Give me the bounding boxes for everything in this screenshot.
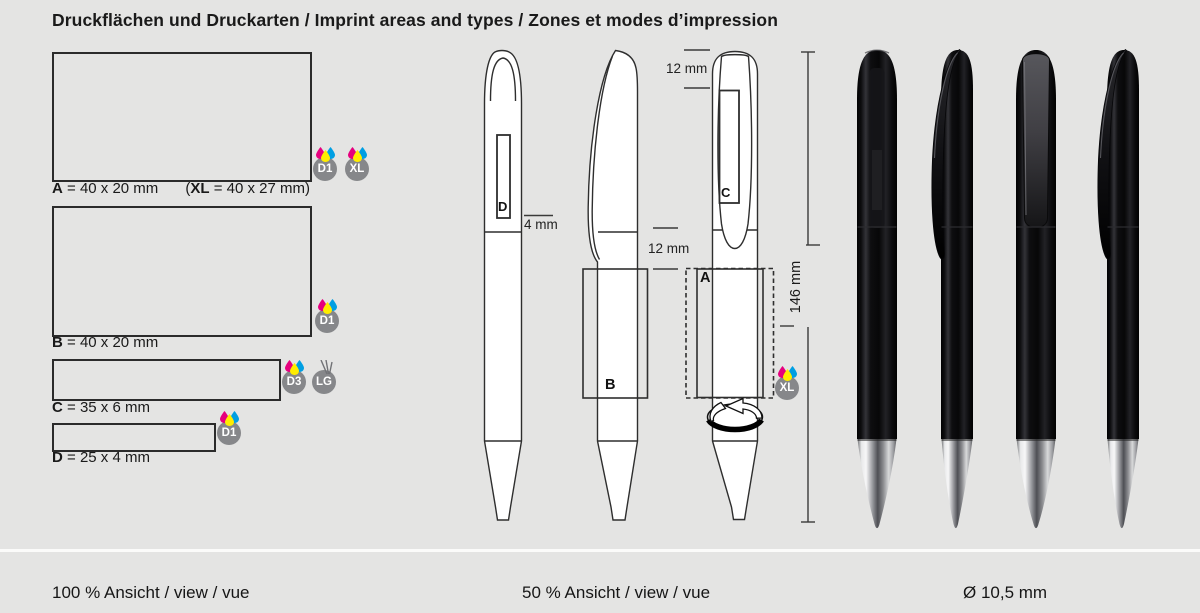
pen-mark-c: C: [721, 185, 731, 200]
pen-outline-front: [485, 51, 522, 521]
area-label-a: [52, 180, 310, 197]
page-title: Druckflächen und Druckarten / Imprint areas and types / Zones et modes d’impression: [52, 10, 778, 30]
area-label-a-xl: (XL = 40 x 27 mm): [185, 180, 310, 197]
area-label-b: B = 40 x 20 mm: [52, 334, 159, 351]
print-icon-xl-area-a: [344, 147, 370, 181]
footer-diameter: Ø 10,5 mm: [963, 583, 1048, 602]
footer-view-100: 100 % Ansicht / view / vue: [52, 583, 250, 602]
print-process-badge: D1: [313, 157, 337, 181]
area-label-d: D = 25 x 4 mm: [52, 449, 150, 466]
imprint-box-a: [52, 52, 312, 182]
pen-mark-a: A: [700, 270, 711, 286]
footer-divider: [0, 549, 1200, 552]
dimension-4mm: 4 mm: [524, 217, 558, 232]
print-process-badge: D3: [282, 370, 306, 394]
print-icon-lg-area-c: [311, 360, 337, 394]
photo-pens-group: [857, 50, 1139, 529]
photo-pen-front: [857, 50, 897, 528]
print-process-badge: XL: [775, 376, 799, 400]
dimension-146mm: 146 mm: [788, 251, 804, 323]
print-process-badge: D1: [315, 309, 339, 333]
print-icon-d3-area-c: [281, 360, 307, 394]
photo-pen-clip-face: [1016, 50, 1056, 528]
print-process-badge: LG: [312, 370, 336, 394]
pen-mark-d: D: [498, 199, 508, 214]
photo-pen-profile-2: [1098, 50, 1139, 529]
dimension-12mm-top: 12 mm: [666, 61, 708, 76]
print-icon-xl-wraparound: [774, 366, 800, 400]
dimension-lines: [524, 50, 820, 522]
area-label-c: C = 35 x 6 mm: [52, 399, 150, 416]
outline-pens-group: [485, 51, 774, 521]
imprint-box-b: [52, 206, 312, 337]
imprint-box-d: [52, 423, 216, 452]
print-process-badge: D1: [217, 421, 241, 445]
photo-pen-profile: [932, 50, 973, 529]
footer-view-50: 50 % Ansicht / view / vue: [522, 583, 711, 602]
imprint-box-c: [52, 359, 281, 401]
print-icon-d1-area-d: [216, 411, 242, 445]
print-icon-d1-area-a: [312, 147, 338, 181]
pen-outline-profile: [583, 51, 648, 521]
area-label-a-main: A = 40 x 20 mm: [52, 180, 159, 197]
pen-mark-b: B: [605, 377, 616, 393]
print-process-badge: XL: [345, 157, 369, 181]
dimension-12mm-mid: 12 mm: [648, 241, 690, 256]
print-icon-d1-area-b: [314, 299, 340, 333]
